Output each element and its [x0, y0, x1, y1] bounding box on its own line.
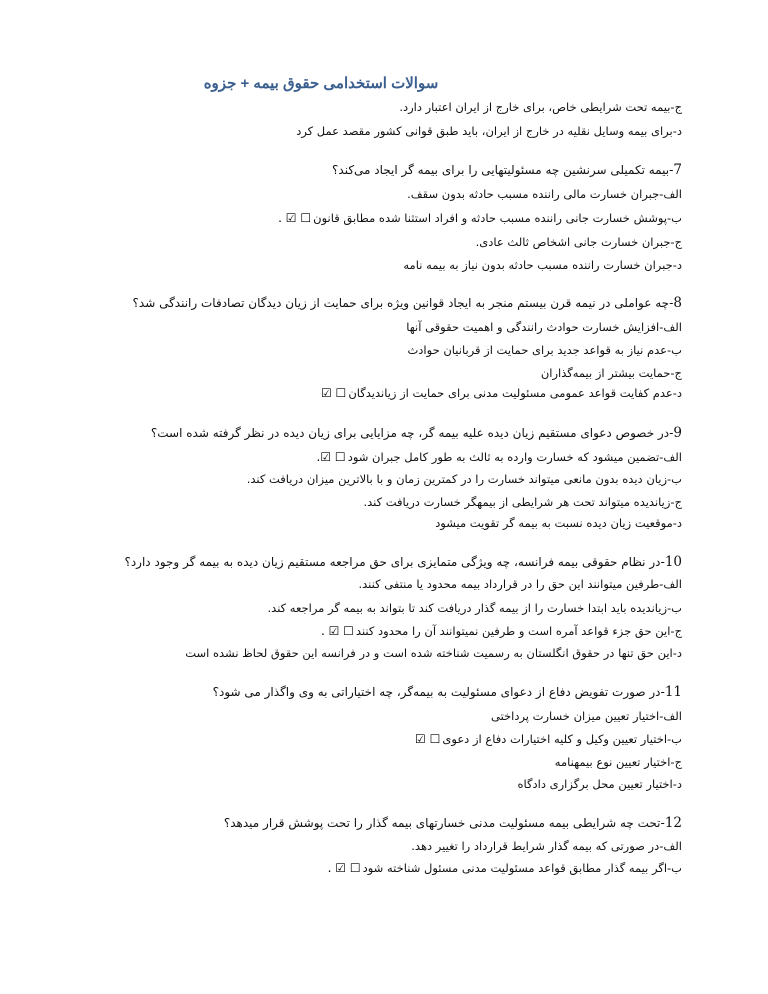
question-number: 10 [664, 554, 682, 570]
question-number: 11 [664, 684, 682, 700]
option [150, 599, 682, 617]
option-text: الف-افزایش خسارت حوادث رانندگی و اهمیت حقوقی آنها [406, 320, 682, 334]
question-number: 9 [673, 425, 682, 441]
option-text: د-اختیار تعیین محل برگزاری دادگاه [517, 777, 682, 791]
option [150, 256, 682, 274]
checkbox-checked-icon: ☐ ☑ . [327, 861, 361, 875]
option [150, 318, 682, 336]
intro-line: ج-بیمه تحت شرایطی خاص، برای خارج از ایران اعتبار دارد. [399, 100, 682, 114]
option [150, 364, 682, 382]
option-text: د-این حق تنها در حقوق انگلستان به رسمیت شناخته شده است و در فرانسه این حقوق لحاظ نشده است [185, 646, 682, 660]
question-text: -چه عواملی در نیمه قرن بیستم منجر به ایجاد قوانین ویژه برای حمایت از زیان دیدگان تصادفات رانندگی شد؟ [132, 296, 674, 310]
option [150, 837, 682, 855]
question-10 [124, 553, 682, 571]
option [150, 514, 682, 532]
option [150, 575, 682, 593]
option [150, 775, 682, 793]
option [150, 341, 682, 359]
question-11 [150, 683, 682, 701]
option-correct [150, 448, 682, 466]
option-text: ج-زیاندیده میتواند تحت هر شرایطی از بیمهگر خسارت دریافت کند. [363, 495, 682, 509]
option [150, 185, 682, 203]
question-number: 7 [673, 162, 682, 178]
option-text: الف-اختیار تعیین میزان خسارت پرداختی [490, 709, 682, 723]
question-text: -در نظام حقوقی بیمه فرانسه، چه ویژگی متمایزی برای حق مراجعه مستقیم زیان دیده به بیمه گر وجود دارد؟ [124, 555, 665, 569]
option [150, 753, 682, 771]
option-text: ج-اختیار تعیین نوع بیمهنامه [554, 755, 682, 769]
option-text: د-موقعیت زیان دیده نسبت به بیمه گر تقویت میشود [435, 516, 682, 530]
intro-line: د-برای بیمه وسایل نقلیه در خارج از ایران، باید طبق قوانی کشور مقصد عمل کرد [296, 124, 682, 138]
question-12 [150, 814, 682, 832]
question-text: -تحت چه شرایطی بیمه مسئولیت مدنی خسارتهای بیمه گذار را تحت پوشش قرار میدهد؟ [223, 816, 665, 830]
checkbox-checked-icon: ☐ ☑ [415, 732, 441, 746]
option-text: ج-حمایت بیشتر از بیمه‌گذاران [540, 366, 682, 380]
question-number: 12 [664, 815, 682, 831]
option [150, 493, 682, 511]
option-text: ب-زیان دیده بدون مانعی میتواند خسارت را در کمترین زمان و با بالاترین میزان دریافت کند. [246, 472, 682, 486]
option-text: ب-اگر بیمه گذار مطابق قواعد مسئولیت مدنی مسئول شناخته شود [362, 861, 682, 875]
document-title: سوالات استخدامی حقوق بیمه + جزوه [203, 75, 439, 92]
document-page [124, 0, 682, 994]
checkbox-checked-icon: ☐ ☑ [320, 386, 347, 400]
question-9 [150, 424, 682, 442]
option-text: ب-اختیار تعیین وکیل و کلیه اختیارات دفاع از دعوی [442, 732, 682, 746]
option [150, 233, 682, 251]
option-text: ج-این حق جزء قواعد آمره است و طرفین نمیتوانند آن را محدود کنند [355, 624, 682, 638]
option-correct [150, 384, 682, 402]
option [150, 470, 682, 488]
question-text: -در خصوص دعوای مستقیم زیان دیده علیه بیمه گر، چه مزایایی برای زیان دیده در نظر گرفته شده است؟ [150, 426, 674, 440]
option-text: د-عدم کفایت قواعد عمومی مسئولیت مدنی برای حمایت از زیاندیدگان [348, 386, 682, 400]
option-correct [150, 622, 682, 640]
option-text: الف-در صورتی که بیمه گذار شرایط قرارداد را تغییر دهد. [411, 839, 682, 853]
option-text: الف-تضمین میشود که خسارت وارده به ثالث به طور کامل جبران شود [347, 450, 682, 464]
option-text: ج-جبران خسارت جانی اشخاص ثالث عادی. [475, 235, 682, 249]
option-text: ب-زیاندیده باید ابتدا خسارت را از بیمه گذار دریافت کند تا بتواند به بیمه گر مراجعه کند. [267, 601, 682, 615]
question-text: -در صورت تفویض دفاع از دعوای مسئولیت به بیمه‌گر، چه اختیاراتی به وی واگذار می شود؟ [212, 685, 665, 699]
checkbox-checked-icon: ☐ ☑. [316, 450, 346, 464]
option-text: الف-جبران خسارت مالی راننده مسبب حادثه بدون سقف. [407, 187, 682, 201]
option [150, 707, 682, 725]
question-text: -بیمه تکمیلی سرنشین چه مسئولیتهایی را برای بیمه گر ایجاد می‌کند؟ [332, 163, 674, 177]
option [150, 644, 682, 662]
checkbox-checked-icon: ☐ ☑ . [278, 211, 312, 225]
option-text: ب-عدم نیاز به قواعد جدید برای حمایت از قربانیان حوادث [407, 343, 682, 357]
question-7 [150, 161, 682, 179]
option-correct [150, 209, 682, 227]
question-8 [132, 294, 682, 312]
option-text: الف-طرفین میتوانند این حق را در قرارداد بیمه محدود یا منتفی کنند. [358, 577, 682, 591]
option-text: ب-پوشش خسارت جانی راننده مسبب حادثه و افراد استثنا شده مطابق قانون [313, 211, 682, 225]
option-correct [150, 859, 682, 877]
option-text: د-جبران خسارت راننده مسبب حادثه بدون نیاز به بیمه نامه [403, 258, 682, 272]
question-number: 8 [673, 295, 682, 311]
checkbox-checked-icon: ☐ ☑ . [320, 624, 354, 638]
option-correct [150, 730, 682, 748]
